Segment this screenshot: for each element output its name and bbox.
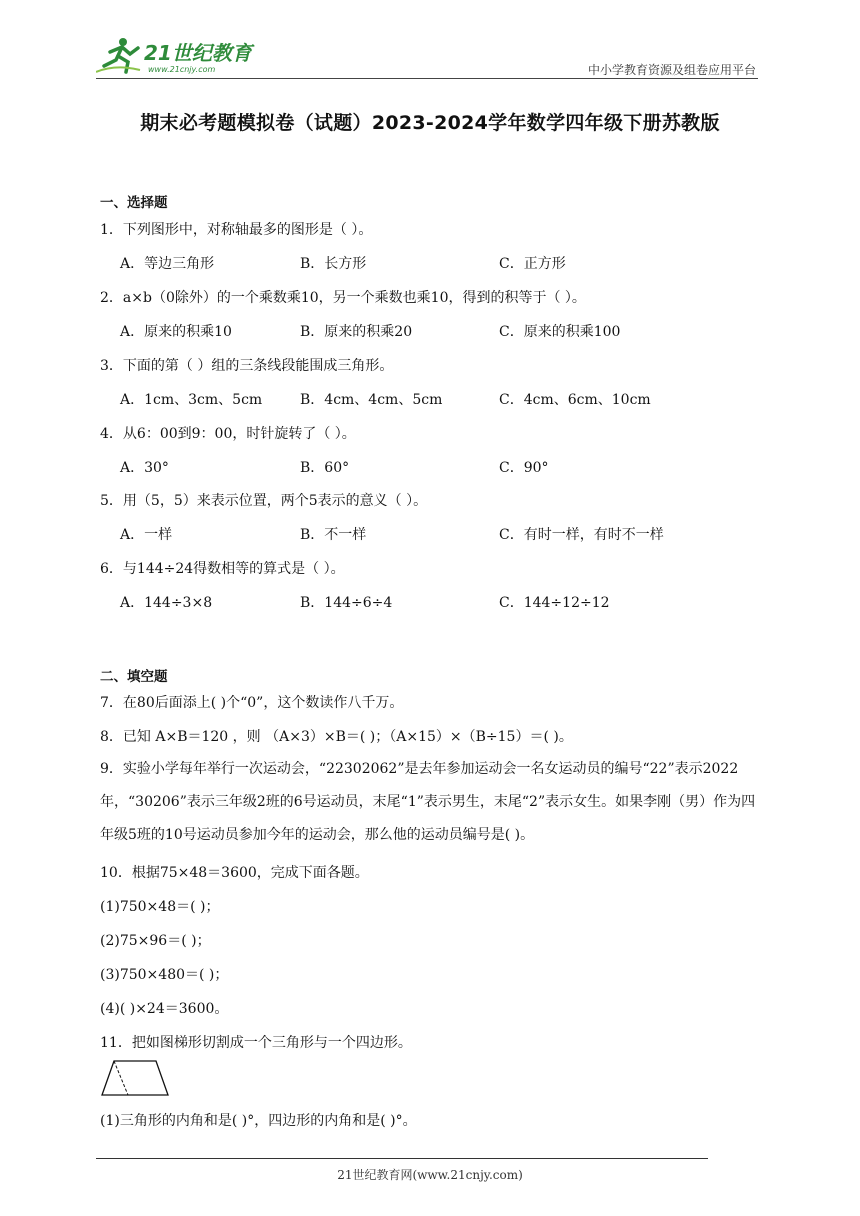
q2-option-c: C．原来的积乘100	[499, 324, 621, 340]
logo-icon	[96, 36, 266, 76]
q6-option-a: A．144÷3×8	[120, 595, 213, 611]
question-10: 10．根据75×48＝3600，完成下面各题。	[100, 865, 369, 881]
question-3: 3．下面的第（ ）组的三条线段能围成三角形。	[100, 358, 394, 374]
question-10-part-4: (4)( )×24＝3600。	[100, 1001, 229, 1017]
question-5: 5．用（5，5）来表示位置，两个5表示的意义（ ）。	[100, 493, 428, 509]
q4-option-b: B．60°	[300, 460, 350, 476]
q1-option-a: A．等边三角形	[120, 256, 215, 272]
q2-option-a: A．原来的积乘10	[120, 324, 232, 340]
trapezoid-figure	[100, 1058, 172, 1100]
footer-text: 21世纪教育网(www.21cnjy.com)	[337, 1168, 523, 1182]
q4-option-a: A．30°	[120, 460, 169, 476]
question-8: 8．已知 A×B＝120 ，则 （A×3）×B＝( )；（A×15）×（B÷15）＝( )。	[100, 729, 573, 745]
question-9: 9．实验小学每年举行一次运动会，“22302062”是去年参加运动会一名女运动员的编号“22”表示2022年，“30206”表示三年级2班的6号运动员，末尾“1”表示男生，末尾“2”表示女生。如果李刚（男）作为四年级5班的10号运动员参加今年的运动会，那么他的运动员编号是( )。	[100, 761, 756, 843]
footer-divider	[96, 1158, 708, 1159]
q3-option-a: A．1cm、3cm、5cm	[120, 392, 263, 408]
question-4: 4．从6：00到9：00，时针旋转了（ ）。	[100, 426, 356, 442]
question-7: 7．在80后面添上( )个“0”，这个数读作八千万。	[100, 695, 404, 711]
q4-option-c: C．90°	[499, 460, 549, 476]
q1-option-b: B．长方形	[300, 256, 367, 272]
svg-text:www.21cnjy.com: www.21cnjy.com	[148, 65, 216, 74]
q6-option-b: B．144÷6÷4	[300, 595, 393, 611]
question-11: 11．把如图梯形切割成一个三角形与一个四边形。	[100, 1035, 412, 1051]
q5-option-a: A．一样	[120, 527, 173, 543]
q5-option-b: B．不一样	[300, 527, 367, 543]
question-10-part-2: (2)75×96＝( )；	[100, 933, 211, 949]
q5-option-c: C．有时一样，有时不一样	[499, 527, 664, 543]
q6-option-c: C．144÷12÷12	[499, 595, 610, 611]
q3-option-c: C．4cm、6cm、10cm	[499, 392, 651, 408]
page-title: 期末必考题模拟卷（试题）2023-2024学年数学四年级下册苏教版	[140, 112, 720, 134]
section-heading-choice: 一、选择题	[100, 195, 168, 211]
page-header	[96, 36, 760, 78]
question-11-part-1: (1)三角形的内角和是( )°，四边形的内角和是( )°。	[100, 1113, 417, 1129]
question-2: 2．a×b（0除外）的一个乘数乘10，另一个乘数也乘10，得到的积等于（ ）。	[100, 290, 586, 306]
question-6: 6．与144÷24得数相等的算式是（ ）。	[100, 561, 345, 577]
q3-option-b: B．4cm、4cm、5cm	[300, 392, 443, 408]
question-1: 1．下列图形中，对称轴最多的图形是（ ）。	[100, 222, 373, 238]
question-10-part-1: (1)750×48＝( )；	[100, 899, 220, 915]
platform-name: 中小学教育资源及组卷应用平台	[587, 63, 756, 77]
q1-option-c: C．正方形	[499, 256, 566, 272]
q2-option-b: B．原来的积乘20	[300, 324, 413, 340]
question-10-part-3: (3)750×480＝( )；	[100, 967, 229, 983]
section-heading-fill: 二、填空题	[100, 669, 168, 685]
header-divider	[96, 78, 758, 79]
svg-text:21世纪教育: 21世纪教育	[144, 41, 252, 65]
